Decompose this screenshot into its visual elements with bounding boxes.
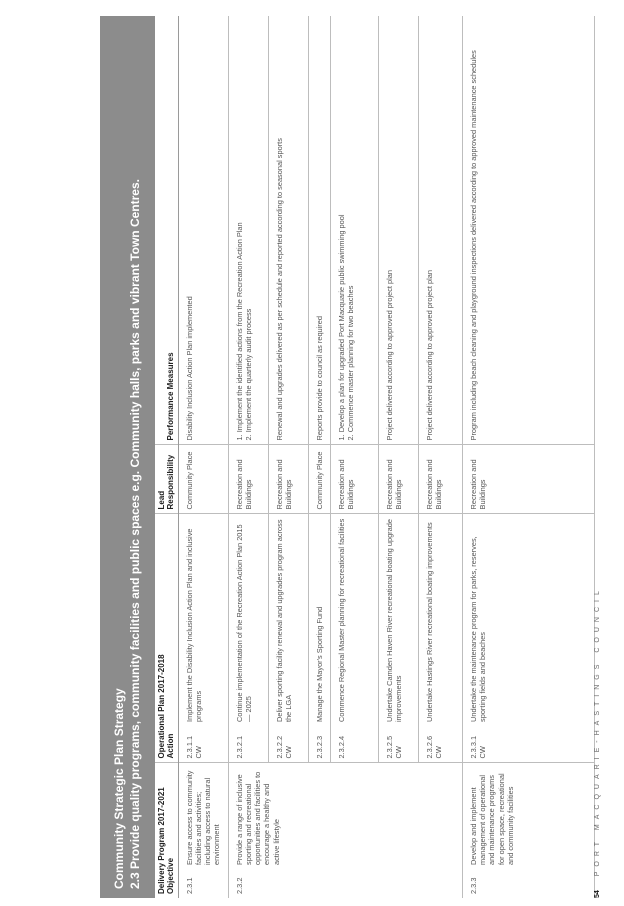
- action-text: Undertake the maintenance program for parks, reserves, sporting fields and beaches: [462, 514, 594, 726]
- column-header-lead: Lead Responsibility: [155, 445, 178, 514]
- lead-responsibility: Recreation and Buildings: [462, 445, 594, 514]
- action-id: 2.3.3.1 CW: [462, 726, 594, 763]
- objective-id: 2.3.2: [228, 869, 462, 898]
- action-id: 2.3.2.4: [330, 726, 378, 763]
- objective-id: 2.3.3: [462, 869, 594, 898]
- lead-responsibility: Recreation and Buildings: [228, 445, 268, 514]
- performance-measures: 1. Implement the identified actions from the Recreation Action Plan 2. Implement the quarterly audit process: [228, 16, 268, 445]
- objective-id: 2.3.1: [178, 869, 228, 898]
- action-text: Deliver sporting facility renewal and upgrades program across the LGA: [268, 514, 308, 726]
- action-text: Implement the Disability Inclusion Action Plan and inclusive programs: [178, 514, 228, 726]
- action-id: 2.3.2.5 CW: [378, 726, 418, 763]
- action-id: 2.3.2.3: [308, 726, 330, 763]
- table-header-row: [155, 16, 178, 898]
- strategy-header-strategy: 2.3 Provide quality programs, community facilities and public spaces e.g. Community halls, parks and vibrant Town Centres.: [128, 179, 142, 889]
- table-row: [178, 16, 228, 898]
- action-id: 2.3.2.2 CW: [268, 726, 308, 763]
- strategy-header-title: Community Strategic Plan Strategy: [112, 688, 126, 889]
- performance-measures: Disability Inclusion Action Plan implemented: [178, 16, 228, 445]
- column-header-objective: Delivery Program 2017-2021 Objective: [155, 763, 178, 898]
- lead-responsibility: Community Place: [178, 445, 228, 514]
- action-id: 2.3.2.6 CW: [418, 726, 462, 763]
- strategy-header: [100, 16, 155, 898]
- action-id: 2.3.2.1: [228, 726, 268, 763]
- table-row: [228, 16, 268, 898]
- lead-responsibility: Recreation and Buildings: [418, 445, 462, 514]
- delivery-program-table: [155, 16, 595, 898]
- objective-text: Develop and implement management of operational and maintenance programs for open space, recreational and community facilities: [462, 763, 594, 869]
- page-footer: [594, 586, 601, 898]
- lead-responsibility: Recreation and Buildings: [268, 445, 308, 514]
- column-header-action: Operational Plan 2017-2018 Action: [155, 514, 178, 763]
- table-row: [462, 16, 594, 898]
- lead-responsibility: Recreation and Buildings: [330, 445, 378, 514]
- action-text: Commence Regional Master planning for recreational facilities: [330, 514, 378, 726]
- action-text: Manage the Mayor's Sporting Fund: [308, 514, 330, 726]
- action-text: Undertake Camden Haven River recreational boating upgrade improvements: [378, 514, 418, 726]
- performance-measures: Renewal and upgrades delivered as per schedule and reported according to seasonal sports: [268, 16, 308, 445]
- performance-measures: Reports provide to council as required: [308, 16, 330, 445]
- performance-measures: Project delivered according to approved project plan: [378, 16, 418, 445]
- page-number: 54: [594, 890, 601, 898]
- performance-measures: 1. Develop a plan for upgraded Port Macquarie public swimming pool 2. Commence master planning for two beaches: [330, 16, 378, 445]
- action-text: Undertake Hastings River recreational boating improvements: [418, 514, 462, 726]
- action-id: 2.3.1.1 CW: [178, 726, 228, 763]
- performance-measures: Project delivered according to approved project plan: [418, 16, 462, 445]
- action-text: Continue implementation of the Recreation Action Plan 2015 — 2025: [228, 514, 268, 726]
- objective-text: Provide a range of inclusive sporting and recreational opportunities and facilities to encourage a healthy and active lifestyle: [228, 763, 462, 869]
- column-header-measures: Performance Measures: [155, 16, 178, 445]
- lead-responsibility: Recreation and Buildings: [378, 445, 418, 514]
- performance-measures: Program including beach cleaning and playground inspections delivered according to approved maintenance schedules: [462, 16, 594, 445]
- objective-text: Ensure access to community facilities and activities; including access to natural environment: [178, 763, 228, 869]
- lead-responsibility: Community Place: [308, 445, 330, 514]
- organisation-name: PORT MACQUARIE-HASTINGS COUNCIL: [594, 586, 601, 877]
